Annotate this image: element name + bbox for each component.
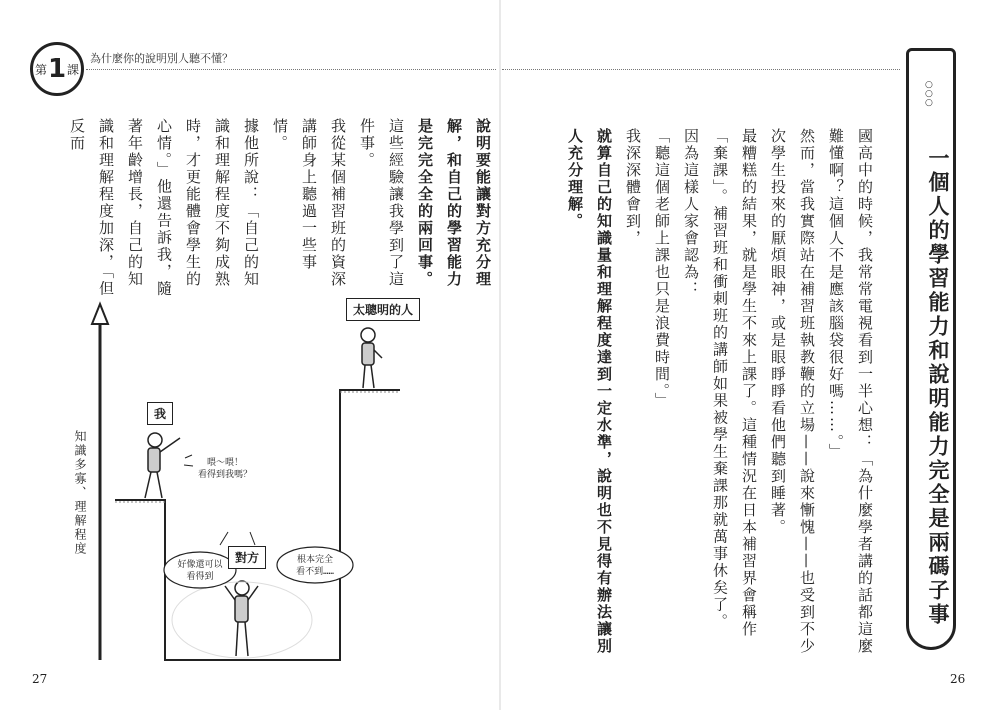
section-title: 一個人的學習能力和說明能力完全是兩碼子事 — [926, 147, 950, 627]
header-rule-right — [502, 69, 900, 70]
running-title: 為什麼你的說明別人聽不懂？ — [90, 52, 233, 65]
paragraph: 最糟糕的結果，就是學生不來上課了。這種情況在日本補習界會稱作「棄課」。補習班和衝刺班的講師如果被學生棄課那就萬事休矣了。 — [711, 128, 758, 638]
axis-arrow-head — [92, 304, 108, 324]
paragraph: 然而，當我實際站在補習班執教鞭的立場——說來慚愧——也受到不少次學生投來的厭煩眼神，或是眼睜睜看他們聽到睡著。 — [769, 128, 816, 655]
knowledge-illustration — [60, 290, 500, 670]
right-body-text — [560, 128, 879, 668]
page-number-left: 27 — [32, 672, 48, 686]
paragraph: 說明要能讓對方充分理解，和自己的學習能力是完完全全的兩回事。 — [416, 118, 492, 288]
lesson-prefix: 第 — [34, 62, 47, 77]
bubble-me-text: 喂～喂！ 看得到我嗎？ — [197, 458, 252, 480]
illustration-drawing — [60, 290, 500, 670]
bubble-left-text: 好像還可以 看得到 — [177, 560, 223, 582]
step-outline — [115, 390, 400, 660]
lesson-badge — [30, 42, 84, 96]
title-tube — [906, 48, 956, 650]
left-body-text — [62, 118, 497, 298]
paragraph: 我深深體會到， — [624, 128, 642, 247]
label-other: 對方 — [228, 546, 266, 569]
me-figure — [145, 433, 180, 498]
lesson-suffix: 課 — [67, 62, 80, 77]
other-person-figure — [225, 581, 258, 656]
paragraph: 因為這樣人家會認為： — [682, 128, 700, 298]
axis-label: 知識多寡、理解程度 — [73, 430, 87, 556]
paragraph: 國高中的時候，我常常電視看到一半心想：「為什麼學者講的話都這麼難懂啊？這個人不是應該腦袋很好嗎……。」 — [827, 128, 874, 655]
paragraph: 據他所說：「自己的知識和理解程度不夠成熟時，才更能體會學生的心情。」他還告訴我，隨著年齡增長，自己的知識和理解程度加深，「但反而 — [68, 118, 260, 298]
label-smart-person: 太聰明的人 — [346, 298, 420, 321]
paragraph: 這些經驗讓我學到了這件事。 — [358, 118, 405, 288]
paragraph: 我從某個補習班的資深講師身上聽過一些事情。 — [271, 118, 347, 288]
paragraph: 「聽這個老師上課也只是浪費時間。」 — [653, 128, 671, 410]
page-number-right: 26 — [950, 672, 966, 686]
tube-bubbles-icon: ○ ○ ○ — [925, 80, 933, 108]
label-me: 我 — [147, 402, 173, 425]
lesson-number: 1 — [47, 54, 67, 84]
header-rule — [86, 69, 496, 70]
smart-person-figure — [361, 328, 382, 388]
paragraph: 就算自己的知識量和理解程度達到一定水準，說明也不見得有辦法讓別人充分理解。 — [566, 128, 613, 655]
bubble-right-text: 根本完全 看不到…… — [296, 555, 334, 577]
